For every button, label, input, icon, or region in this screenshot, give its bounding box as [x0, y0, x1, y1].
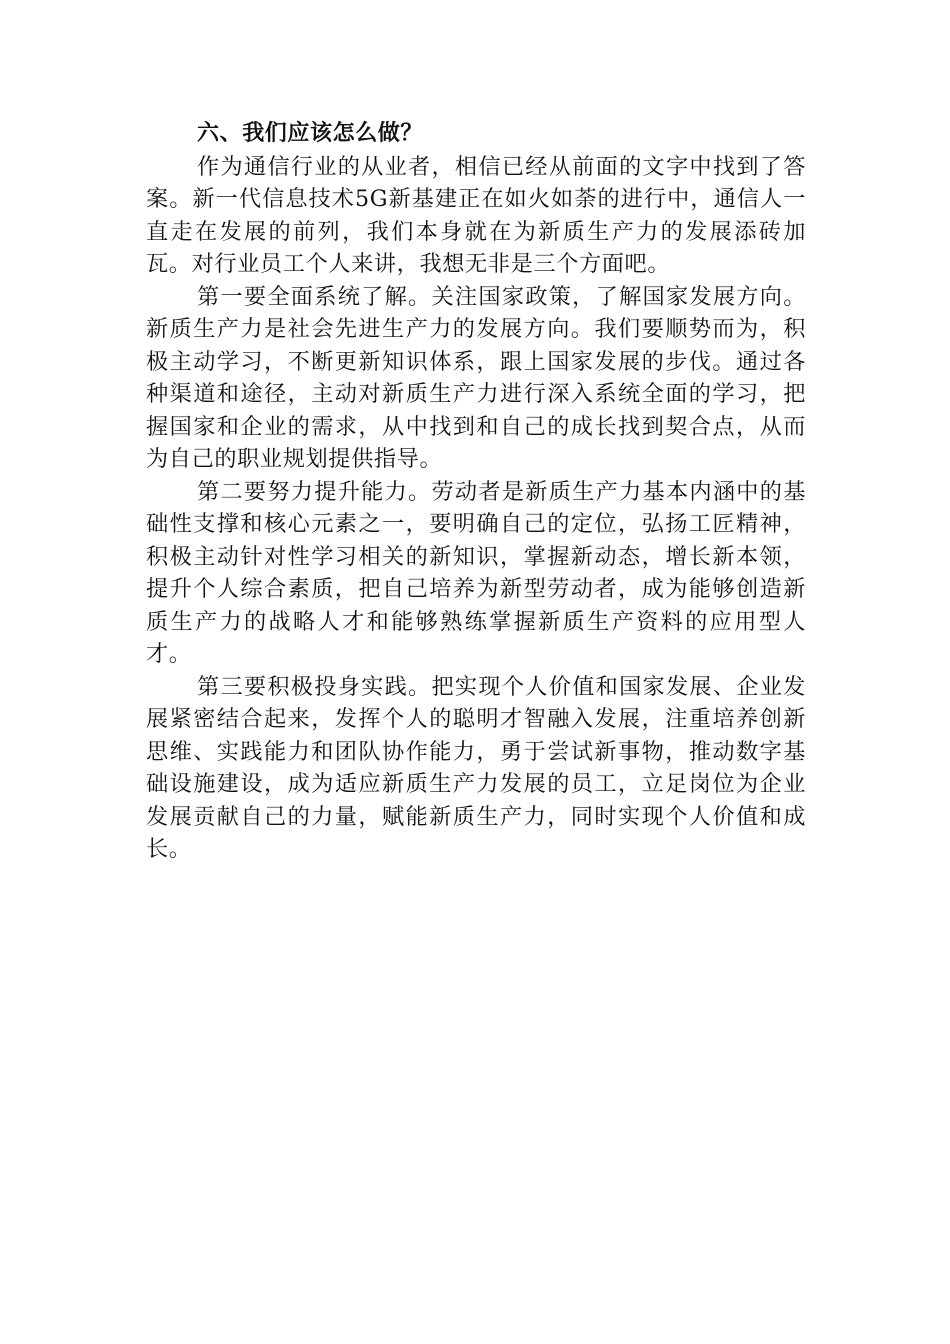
paragraph-intro: 作为通信行业的从业者，相信已经从前面的文字中找到了答案。新一代信息技术5G新基建正在如火如荼的进行中，通信人一直走在发展的前列，我们本身就在为新质生产力的发展添砖加瓦。对行业员工个人来讲，我想无非是三个方面吧。	[146, 153, 806, 277]
paragraph-second-point: 第二要努力提升能力。劳动者是新质生产力基本内涵中的基础性支撑和核心元素之一，要明确自己的定位，弘扬工匠精神，积极主动针对性学习相关的新知识，掌握新动态，增长新本领，提升个人综合素质，把自己培养为新型劳动者，成为能够创造新质生产力的战略人才和能够熟练掌握新质生产资料的应用型人才。	[146, 478, 806, 667]
paragraph-first-point: 第一要全面系统了解。关注国家政策，了解国家发展方向。新质生产力是社会先进生产力的发展方向。我们要顺势而为，积极主动学习，不断更新知识体系，跟上国家发展的步伐。通过各种渠道和途径，主动对新质生产力进行深入系统全面的学习，把握国家和企业的需求，从中找到和自己的成长找到契合点，从而为自己的职业规划提供指导。	[146, 283, 806, 472]
paragraph-third-point: 第三要积极投身实践。把实现个人价值和国家发展、企业发展紧密结合起来，发挥个人的聪明才智融入发展，注重培养创新思维、实践能力和团队协作能力，勇于尝试新事物，推动数字基础设施建设，成为适应新质生产力发展的员工，立足岗位为企业发展贡献自己的力量，赋能新质生产力，同时实现个人价值和成长。	[146, 673, 806, 862]
section-heading: 六、我们应该怎么做？	[197, 121, 424, 146]
document-page	[146, 118, 806, 866]
